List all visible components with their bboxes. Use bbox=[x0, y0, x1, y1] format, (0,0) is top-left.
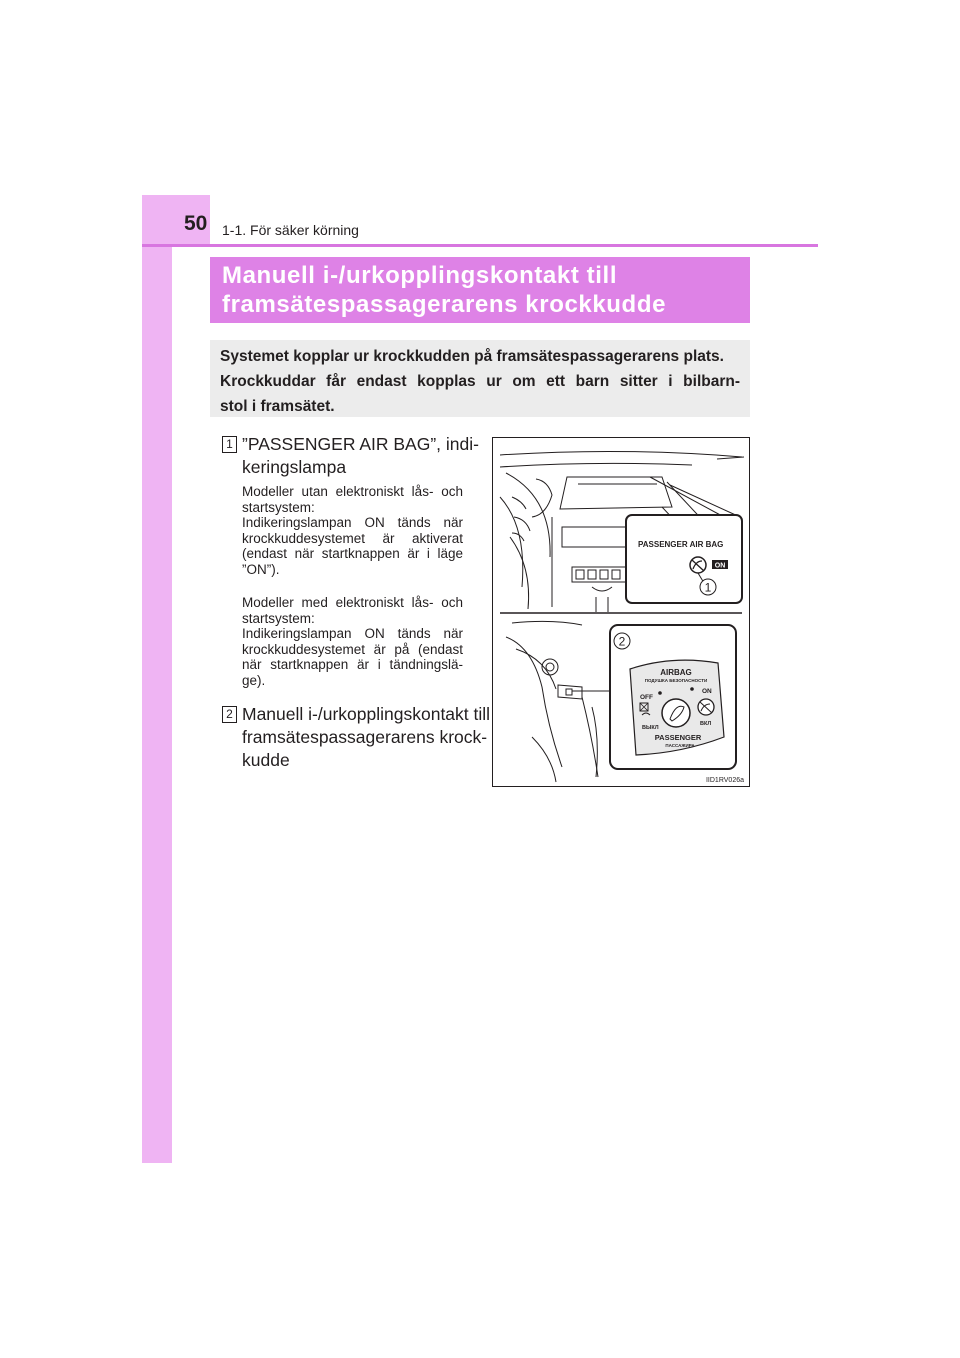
switch-on-ru-label: ВКЛ bbox=[700, 721, 712, 727]
switch-top-ru-label: ПОДУШКА БЕЗОПАСНОСТИ bbox=[644, 678, 708, 683]
airbag-on-icon bbox=[698, 699, 714, 715]
switch-top-label: AIRBAG bbox=[660, 668, 692, 677]
item-number-1: 1 bbox=[222, 436, 237, 453]
item-2-title-line: framsätespassagerarens krock- bbox=[242, 727, 488, 747]
switch-bottom-ru-label: ПАССАЖИРА bbox=[665, 743, 695, 748]
switch-bottom-label: PASSENGER bbox=[654, 733, 702, 742]
note-line: krockkuddesystemet är aktiverat bbox=[242, 530, 463, 546]
item-1-title-line: ”PASSENGER AIR BAG”, indi- bbox=[242, 434, 479, 454]
intro-line-1: Systemet kopplar ur krockkudden på framsätespassagerarens plats. bbox=[220, 348, 724, 365]
item-2-title-line: kudde bbox=[242, 750, 290, 770]
switch-off-label: OFF bbox=[640, 694, 653, 701]
note-line: Modeller utan elektroniskt lås- och bbox=[242, 484, 463, 499]
side-color-band bbox=[142, 195, 172, 1163]
note-line: startsystem: bbox=[242, 610, 315, 626]
section-label: 1-1. För säker körning bbox=[222, 222, 359, 238]
note-line: krockkuddesystemet är på (endast bbox=[242, 641, 463, 657]
item-number-2: 2 bbox=[222, 706, 237, 723]
note-line: Indikeringslampan ON tänds när bbox=[242, 515, 463, 530]
airbag-off-icon bbox=[690, 557, 706, 573]
intro-line-3: stol i framsätet. bbox=[220, 398, 335, 415]
note-line: ge). bbox=[242, 672, 266, 688]
note-line: ”ON”). bbox=[242, 561, 280, 577]
switch-off-ru-label: ВЫКЛ bbox=[642, 725, 659, 731]
note-line: Indikeringslampan ON tänds när bbox=[242, 626, 463, 641]
title-line-1: Manuell i-/urkopplingskontakt till bbox=[222, 262, 618, 289]
item-1-note-1 bbox=[242, 484, 463, 577]
intro-box bbox=[210, 340, 750, 417]
item-2-title bbox=[242, 703, 491, 772]
on-badge-text: ON bbox=[714, 562, 726, 570]
header-rule bbox=[142, 244, 818, 247]
note-line: Modeller med elektroniskt lås- och bbox=[242, 595, 463, 610]
section-title-box bbox=[210, 257, 750, 323]
item-2-title-line: Manuell i-/urkopplingskontakt till bbox=[242, 704, 491, 724]
intro-line-2: Krockkuddar får endast kopplas ur om ett barn sitter i bilbarn- bbox=[220, 373, 740, 390]
callout-2: 2 bbox=[618, 634, 626, 649]
note-line: startsystem: bbox=[242, 499, 315, 515]
item-1-note-2 bbox=[242, 595, 463, 688]
indicator-label: PASSENGER AIR BAG bbox=[638, 540, 724, 549]
switch-on-label: ON bbox=[702, 688, 712, 695]
item-1-title-line: keringslampa bbox=[242, 457, 347, 477]
key-slot-knob bbox=[662, 699, 690, 727]
figure-code: IID1RV026a bbox=[705, 777, 744, 784]
note-line: när startknappen är i tändningslä- bbox=[242, 657, 463, 672]
callout-1: 1 bbox=[704, 580, 712, 595]
note-line: (endast när startknappen är i läge bbox=[242, 546, 463, 561]
airbag-switch-illustration bbox=[492, 437, 750, 787]
title-line-2: framsätespassagerarens krockkudde bbox=[222, 291, 667, 318]
item-1-title bbox=[242, 433, 479, 479]
page-number: 50 bbox=[184, 212, 208, 235]
